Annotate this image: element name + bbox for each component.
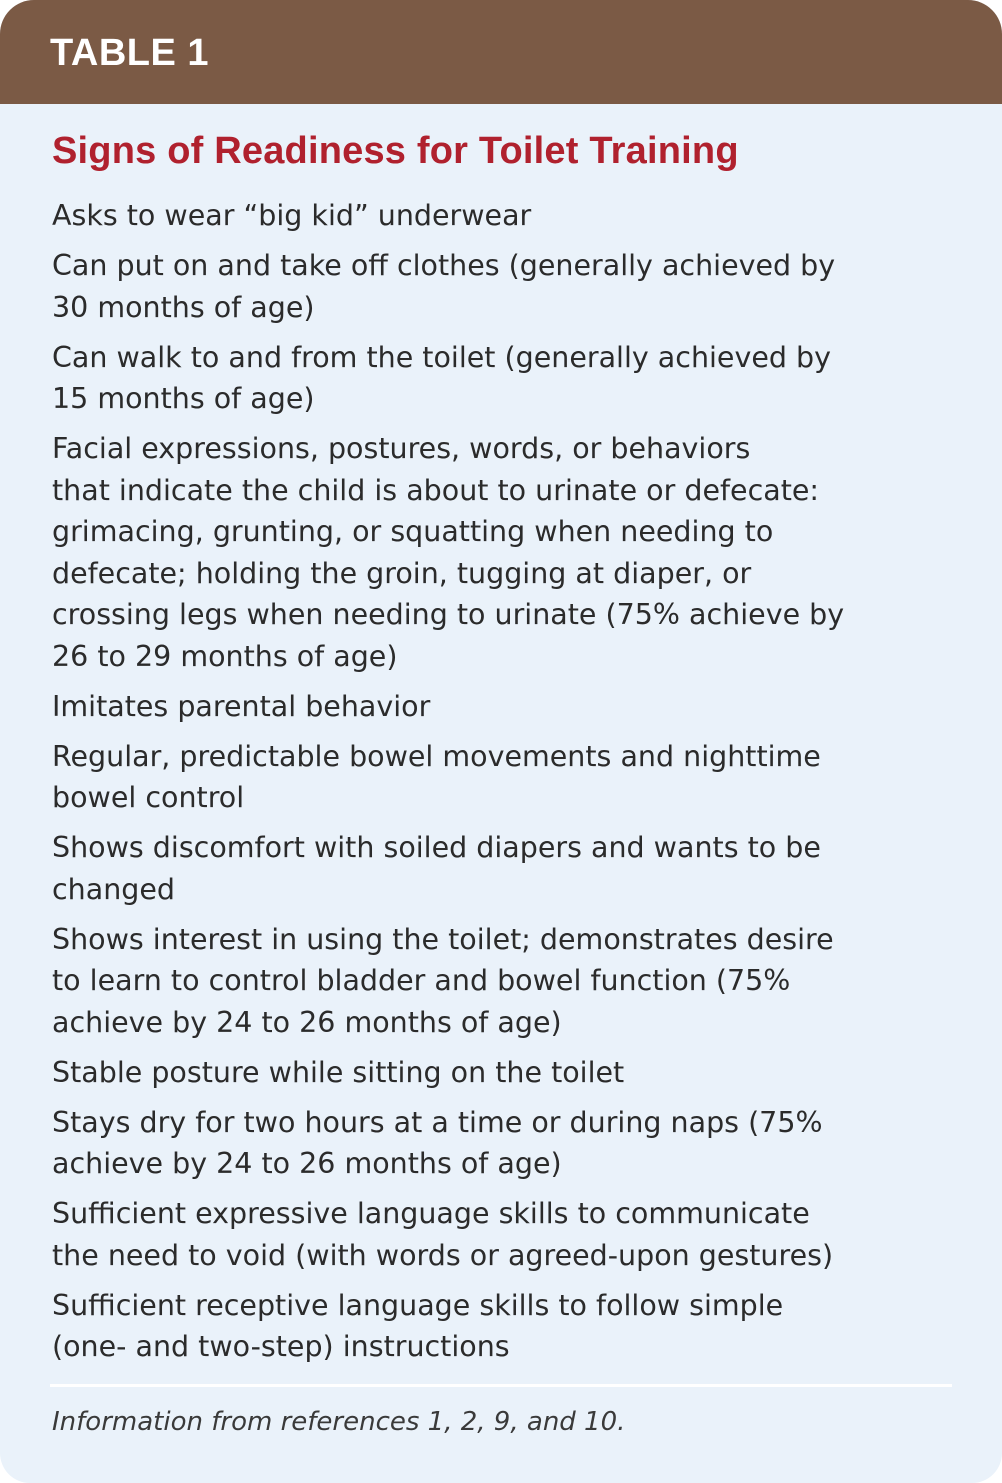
list-item-line: Shows discomfort with soiled diapers and wants to be xyxy=(52,831,821,864)
list-item-line: defecate; holding the groin, tugging at diaper, or xyxy=(52,556,752,590)
list-item-line: that indicate the child is about to urinate or defecate: xyxy=(52,473,820,507)
list-item xyxy=(52,736,942,819)
list-item-line: achieve by 24 to 26 months of age) xyxy=(52,1005,562,1039)
list-item-line: Facial expressions, postures, words, or behaviors xyxy=(52,432,751,465)
list-item xyxy=(52,1193,942,1276)
list-item xyxy=(52,1285,942,1368)
table-title: Signs of Readiness for Toilet Training xyxy=(52,130,739,172)
list-item xyxy=(52,919,942,1044)
list-item-line: crossing legs when needing to urinate (75% achieve by xyxy=(52,598,845,631)
list-item xyxy=(52,1102,942,1185)
list-item-line: changed xyxy=(52,872,175,906)
list-item-line: Asks to wear “big kid” underwear xyxy=(52,199,532,232)
table-header-bar xyxy=(0,0,1002,104)
list-item-line: 30 months of age) xyxy=(52,290,315,324)
list-item-line: Sufficient receptive language skills to follow simple xyxy=(52,1288,784,1322)
list-item xyxy=(52,686,942,728)
list-item-line: Sufficient expressive language skills to communicate xyxy=(52,1197,810,1230)
list-item-line: to learn to control bladder and bowel function (75% xyxy=(52,964,791,997)
list-item-line: Can put on and take off clothes (generally achieved by xyxy=(52,249,836,282)
table-label: TABLE 1 xyxy=(50,32,210,74)
list-item xyxy=(52,245,942,328)
list-item-line: Can walk to and from the toilet (generally achieved by xyxy=(52,340,831,374)
list-item xyxy=(52,337,942,420)
list-item-line: Stable posture while sitting on the toilet xyxy=(52,1055,625,1089)
list-item-line: Regular, predictable bowel movements and nighttime xyxy=(52,739,821,773)
list-item xyxy=(52,428,942,677)
list-item-line: Stays dry for two hours at a time or during naps (75% xyxy=(52,1105,823,1139)
list-item-line: Imitates parental behavior xyxy=(52,689,431,723)
list-item-line: (one- and two-step) instructions xyxy=(52,1330,510,1363)
list-item-line: 15 months of age) xyxy=(52,382,315,415)
list-item-line: 26 to 29 months of age) xyxy=(52,639,398,673)
list-item xyxy=(52,827,942,910)
list-item-line: grimacing, grunting, or squatting when needing to xyxy=(52,515,774,548)
footnote-divider xyxy=(50,1384,952,1387)
list-item-line: bowel control xyxy=(52,781,245,814)
list-item xyxy=(52,195,942,237)
list-item xyxy=(52,1052,942,1094)
list-item-line: the need to void (with words or agreed-upon gestures) xyxy=(52,1238,834,1272)
readiness-signs-list xyxy=(52,195,942,1376)
list-item-line: achieve by 24 to 26 months of age) xyxy=(52,1147,562,1180)
list-item-line: Shows interest in using the toilet; demonstrates desire xyxy=(52,922,834,956)
footnote: Information from references 1, 2, 9, and 10. xyxy=(52,1407,626,1437)
